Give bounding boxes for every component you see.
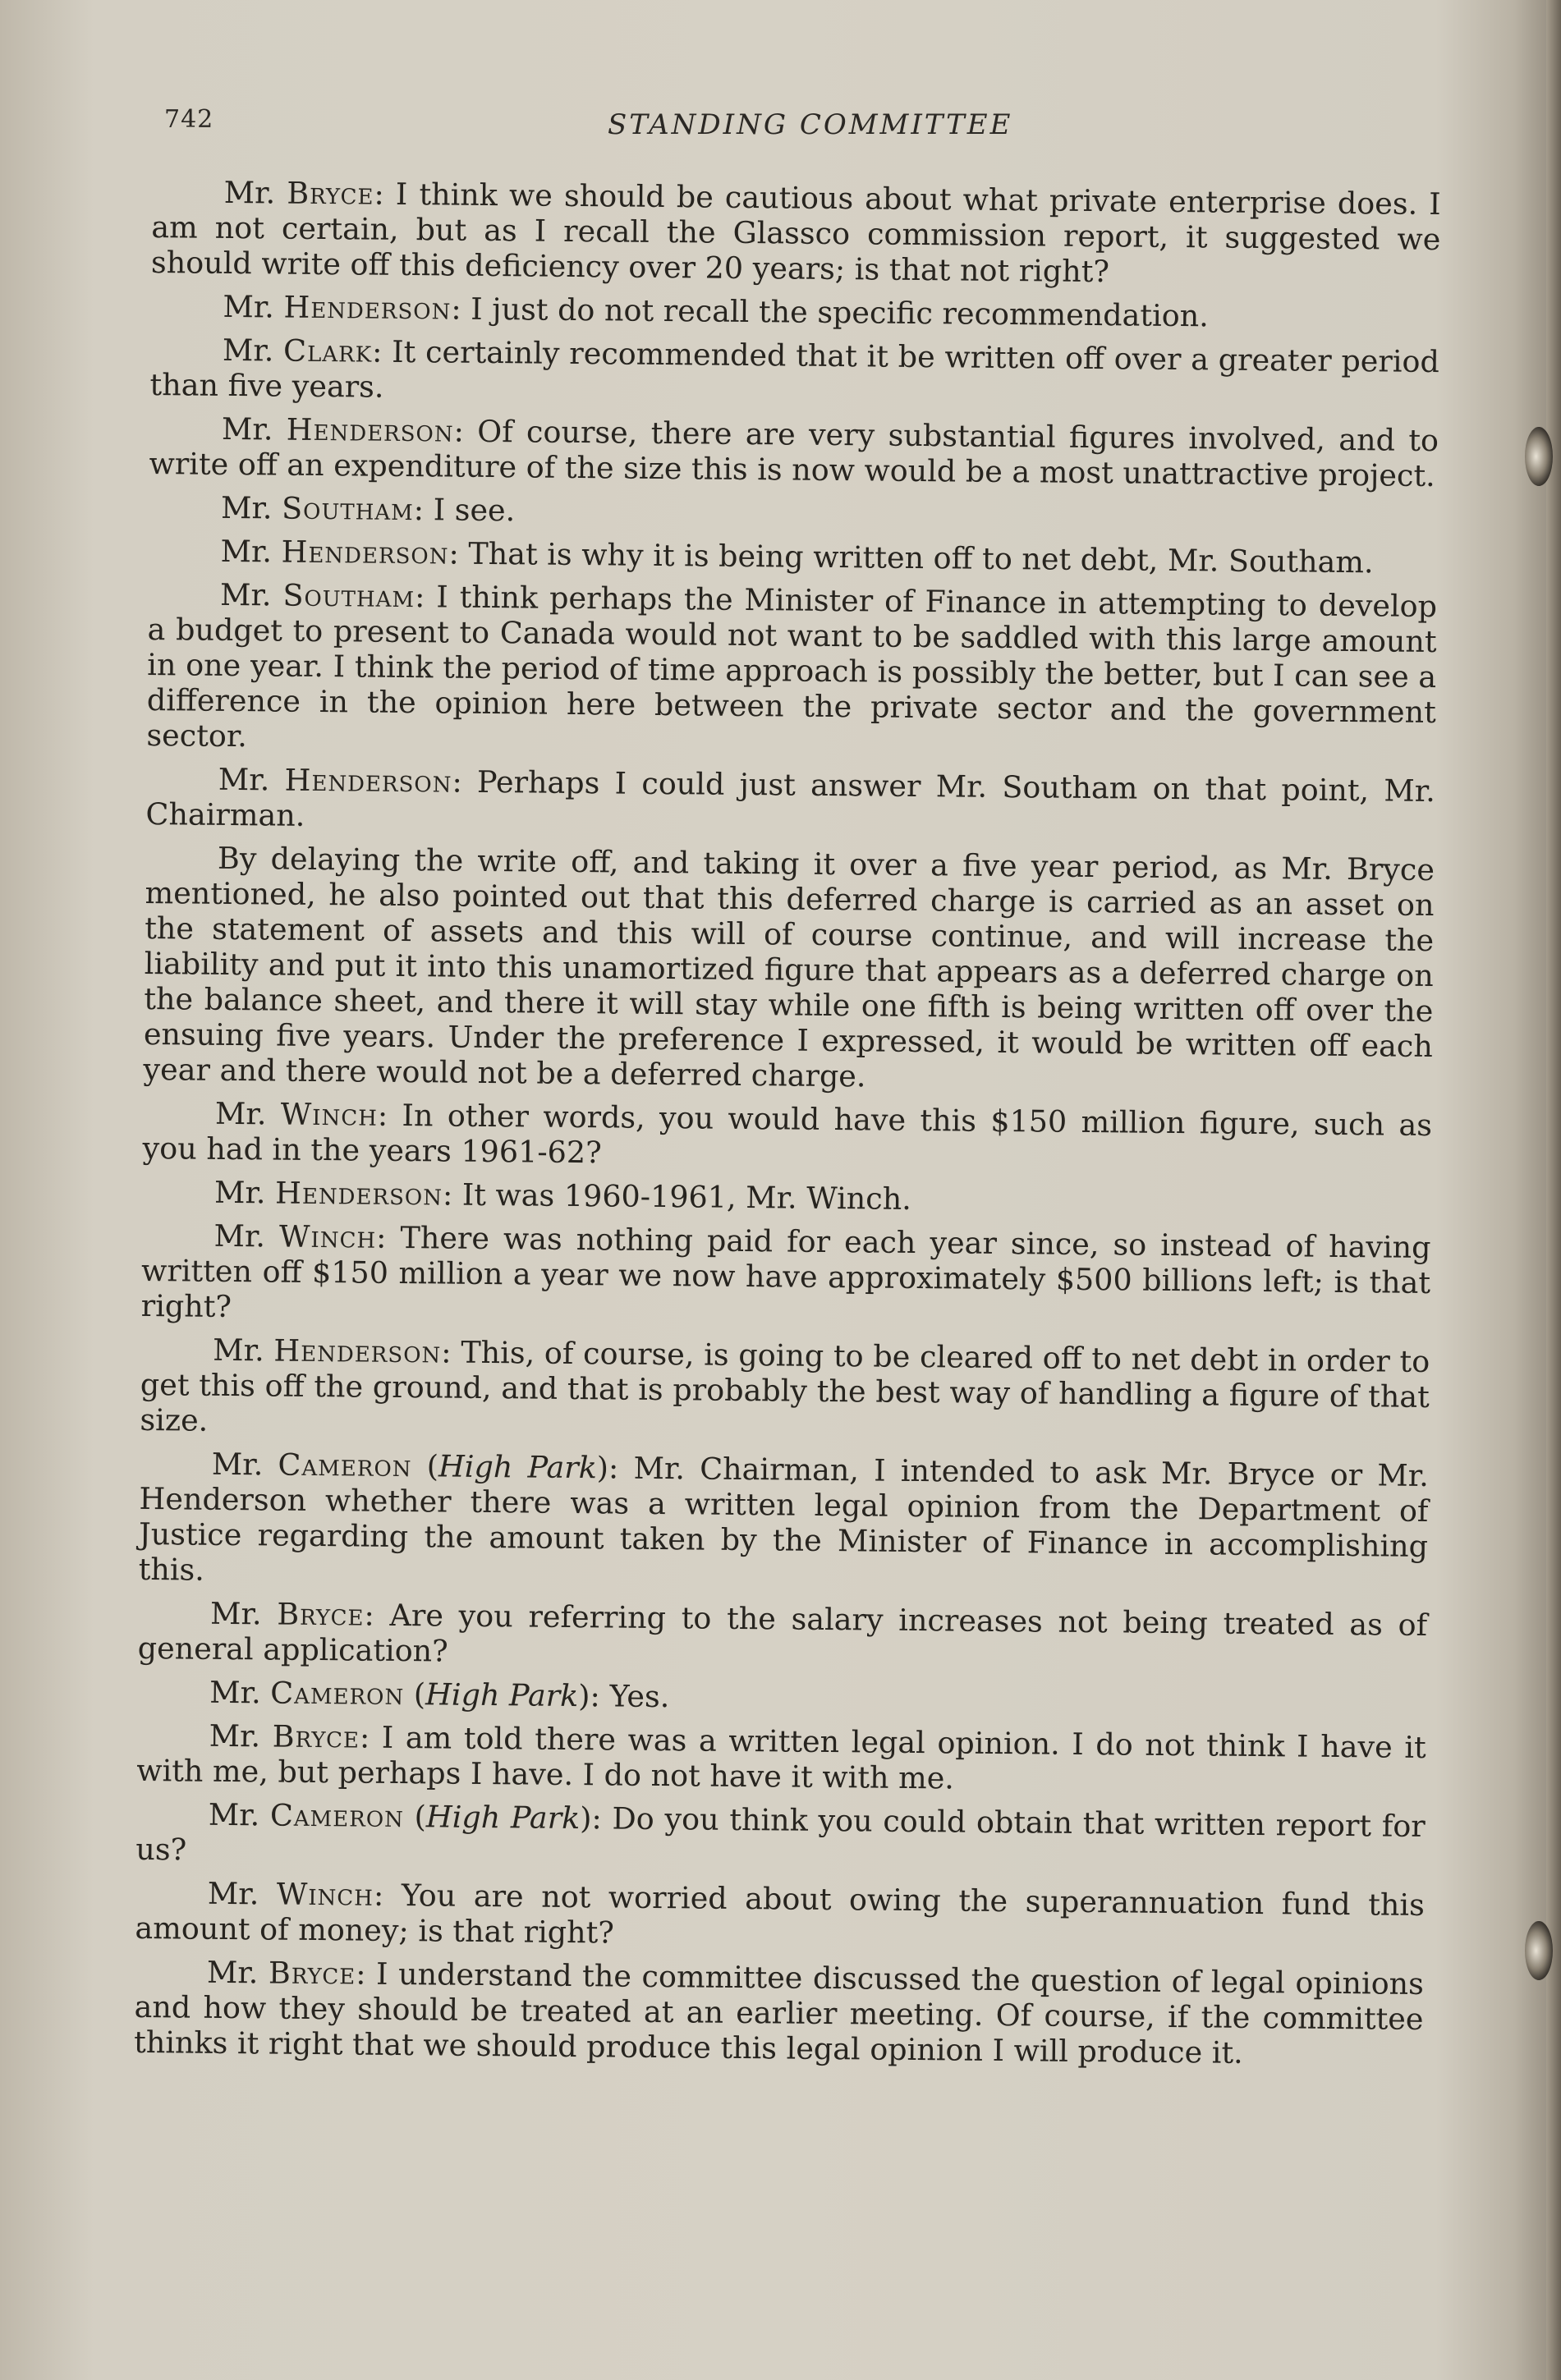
- binder-ring: [1525, 427, 1553, 486]
- transcript-paragraph: Mr. Bryce: I think we should be cautious about what private enterprise does. I am not certain, but as I recall the Glassco commission report, it suggested we should write off this deficiency over 20 years; is that not right?: [150, 174, 1441, 290]
- speaker-prefix: Mr.: [207, 1875, 278, 1912]
- speech-text: I just do not recall the specific recommendation.: [471, 291, 1210, 334]
- speaker-name: Southam: [282, 577, 416, 615]
- speaker-prefix: Mr.: [223, 174, 287, 211]
- transcript-paragraph: Mr. Bryce: I am told there was a written legal opinion. I do not think I have it with me, but perhaps I have. I do not have it with me.: [136, 1717, 1426, 1796]
- speaker-riding: (High Park): [403, 1799, 592, 1837]
- speaker-name: Southam: [281, 490, 414, 528]
- speaker-prefix: Mr.: [209, 1674, 271, 1711]
- speaker-prefix: Mr.: [213, 1218, 280, 1254]
- speaker-prefix: Mr.: [208, 1796, 271, 1833]
- transcript-body: [134, 174, 1441, 2080]
- speech-text: It was 1960-1961, Mr. Winch.: [461, 1176, 912, 1217]
- speech-text: You are not worried about owing the superannuation fund this amount of money; is that right?: [135, 1878, 1426, 1951]
- speech-text: This, of course, is going to be cleared off to net debt in order to get this off the ground, and that is probably the best way of handling a figure of that size.: [140, 1334, 1430, 1438]
- speech-text: Do you think you could obtain that written report for us?: [135, 1800, 1426, 1868]
- speaker-name: Henderson: [283, 289, 452, 327]
- speaker-name: Cameron: [269, 1797, 405, 1835]
- transcript-paragraph: Mr. Southam: I see.: [220, 489, 516, 529]
- transcript-paragraph: Mr. Cameron (High Park): Do you think you could obtain that written report for us?: [135, 1796, 1426, 1868]
- speaker-name: Henderson: [274, 1175, 443, 1213]
- speaker-name: Cameron: [270, 1675, 405, 1713]
- transcript-paragraph: Mr. Cameron (High Park): Yes.: [209, 1674, 670, 1715]
- speaker-prefix: Mr.: [209, 1595, 278, 1632]
- speaker-name: Cameron: [278, 1447, 412, 1484]
- speaker-prefix: Mr.: [209, 1717, 273, 1754]
- speaker-prefix: Mr.: [211, 1446, 278, 1483]
- speaker-name: Clark: [282, 332, 373, 369]
- transcript-paragraph: Mr. Clark: It certainly recommended that it be written off over a greater period than five years.: [149, 332, 1440, 405]
- transcript-paragraph: Mr. Winch: There was nothing paid for each year since, so instead of having written off $150 million a year we now have approximately $500 billions left; is that right?: [140, 1218, 1431, 1324]
- speaker-name: Bryce: [268, 1955, 356, 1992]
- speech-text: In other words, you would have this $150 million figure, such as you had in the years 1961-62?: [142, 1097, 1433, 1171]
- transcript-paragraph: Mr. Henderson: This, of course, is going to be cleared off to net debt in order to get this off the ground, and that is probably the best way of handling a figure of that size.: [140, 1332, 1430, 1438]
- running-title: STANDING COMMITTEE: [608, 108, 1013, 141]
- speaker-prefix: Mr.: [206, 1954, 269, 1991]
- speaker-name: Henderson: [281, 534, 449, 571]
- speech-text: I understand the committee discussed the question of legal opinions and how they should be treated at an earlier meeting. Of course, if the committee thinks it right that we should produce this legal opinion I will produce it.: [133, 1956, 1425, 2070]
- transcript-paragraph: Mr. Henderson: I just do not recall the specific recommendation.: [223, 288, 1210, 334]
- speech-text: That is why it is being written off to net debt, Mr. Southam.: [468, 535, 1374, 580]
- transcript-paragraph: Mr. Southam: I think perhaps the Minister of Finance in attempting to develop a budget to present to Canada would not want to be saddled with this large amount in one year. I think the period of time approach is possibly the better, but I can see a difference in the opinion here between the private sector and the government sector.: [146, 576, 1438, 754]
- transcript-paragraph: Mr. Henderson: It was 1960-1961, Mr. Winch.: [213, 1174, 912, 1217]
- speaker-prefix: Mr.: [213, 1332, 274, 1369]
- speaker-name: Winch: [276, 1876, 374, 1913]
- transcript-paragraph: Mr. Bryce: I understand the committee discussed the question of legal opinions and how they should be treated at an earlier meeting. Of course, if the committee thinks it right that we should produce this legal opinion I will produce it.: [133, 1954, 1425, 2070]
- speech-text: Are you referring to the salary increases not being treated as of general application?: [137, 1597, 1428, 1669]
- page-header: [164, 105, 1445, 154]
- transcript-paragraph: Mr. Winch: You are not worried about owing the superannuation fund this amount of money; is that right?: [135, 1875, 1426, 1951]
- speech-text: Yes.: [609, 1678, 670, 1715]
- speech-text: I think perhaps the Minister of Finance in attempting to develop a budget to present to Canada would not want to be saddled with this large amount in one year. I think the period of time approach is possibly the better, but I can see a difference in the opinion here between the private sector and the government sector.: [146, 579, 1438, 754]
- speaker-prefix: Mr.: [223, 288, 284, 325]
- transcript-paragraph: [143, 840, 1435, 1099]
- speech-text: By delaying the write off, and taking it over a five year period, as Mr. Bryce mentioned, he also pointed out that this deferred charge is carried as an asset on the statement of assets and this will of course continue, and will increase the liability and put it into this unamortized figure that appears as a deferred charge on the balance sheet, and there it will stay while one fifth is being written off over the ensuing five years. Under the preference I expressed, it would be written off each year and there would not be a deferred charge.: [143, 840, 1435, 1094]
- binder-ring: [1525, 1921, 1553, 1980]
- speaker-name: Henderson: [286, 411, 454, 449]
- speech-text: I see.: [433, 492, 516, 529]
- transcript-paragraph: Mr. Winch: In other words, you would have this $150 million figure, such as you had in the years 1961-62?: [142, 1095, 1433, 1171]
- speaker-riding: (High Park): [404, 1676, 590, 1714]
- speaker-prefix: Mr.: [222, 332, 284, 369]
- speaker-prefix: Mr.: [218, 761, 285, 798]
- speech-text: Mr. Chairman, I intended to ask Mr. Bryce or Mr. Henderson whether there was a written legal opinion from the Department of Justice regarding the amount taken by the Minister of Finance in accomplishing this.: [138, 1450, 1430, 1588]
- speaker-name: Bryce: [287, 175, 374, 212]
- speaker-name: Henderson: [273, 1332, 442, 1370]
- transcript-paragraph: Mr. Henderson: That is why it is being written off to net debt, Mr. Southam.: [220, 533, 1374, 580]
- speech-text: It certainly recommended that it be written off over a greater period than five years.: [149, 333, 1440, 405]
- transcript-paragraph: Mr. Henderson: Of course, there are very substantial figures involved, and to write off an expenditure of the size this is now would be a most unattractive project.: [149, 410, 1439, 494]
- transcript-paragraph: Mr. Henderson: Perhaps I could just answer Mr. Southam on that point, Mr. Chairman.: [145, 761, 1436, 833]
- speaker-prefix: Mr.: [219, 576, 283, 613]
- speech-text: There was nothing paid for each year since, so instead of having written off $150 million a year we now have approximately $500 billions left; is that right?: [140, 1219, 1431, 1324]
- speaker-name: Bryce: [272, 1718, 360, 1755]
- transcript-paragraph: Mr. Cameron (High Park): Mr. Chairman, I intended to ask Mr. Bryce or Mr. Henderson whether there was a written legal opinion from the Department of Justice regarding the amount taken by the Minister of Finance in accomplishing this.: [138, 1446, 1430, 1588]
- speaker-name: Bryce: [277, 1596, 365, 1633]
- speaker-riding: (High Park): [411, 1448, 609, 1486]
- speech-text: I think we should be cautious about what private enterprise does. I am not certain, but as I recall the Glassco commission report, it suggested we should write off this deficiency over 20 years; is that not right?: [150, 176, 1441, 290]
- speaker-name: Henderson: [284, 762, 452, 800]
- transcript-paragraph: Mr. Bryce: Are you referring to the salary increases not being treated as of general application?: [137, 1595, 1428, 1669]
- speaker-prefix: Mr.: [213, 1174, 276, 1211]
- speaker-prefix: Mr.: [214, 1095, 281, 1132]
- speaker-prefix: Mr.: [221, 410, 287, 447]
- speaker-prefix: Mr.: [220, 489, 282, 526]
- speaker-prefix: Mr.: [220, 533, 282, 570]
- speech-text: Of course, there are very substantial figures involved, and to write off an expenditure of the size this is now would be a most unattractive project.: [149, 413, 1439, 494]
- speaker-name: Winch: [280, 1096, 379, 1133]
- book-spine: [1546, 0, 1561, 2380]
- speaker-name: Winch: [278, 1218, 377, 1255]
- speech-text: Perhaps I could just answer Mr. Southam on that point, Mr. Chairman.: [145, 764, 1436, 833]
- speech-text: I am told there was a written legal opinion. I do not think I have it with me, but perhaps I have. I do not have it with me.: [136, 1719, 1426, 1796]
- page-number: 742: [164, 105, 214, 134]
